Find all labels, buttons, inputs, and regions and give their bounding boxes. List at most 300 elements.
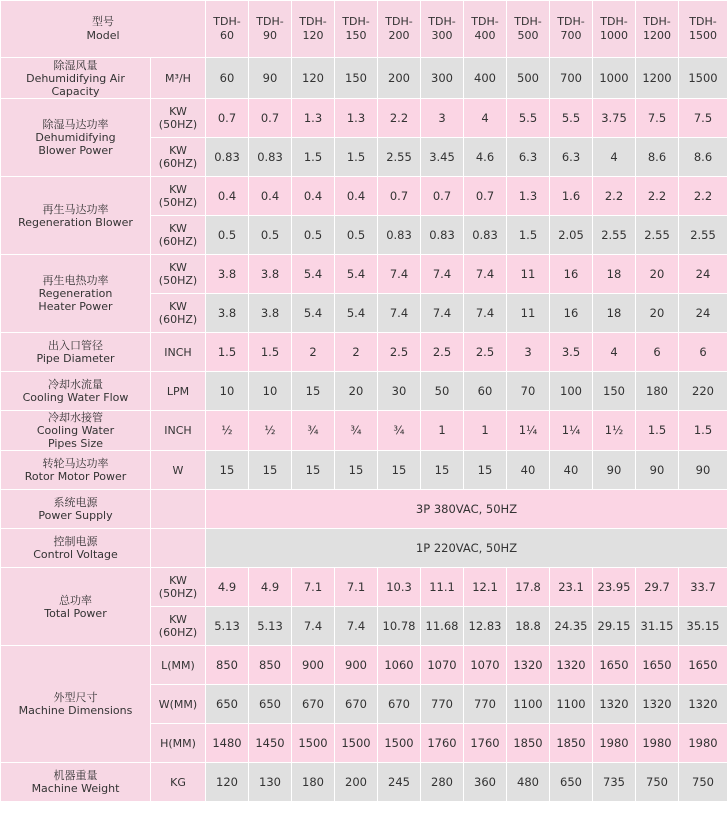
table-row [1, 568, 727, 607]
model-name-line: 500 [517, 29, 539, 42]
row-label-line: Cooling Water [36, 424, 115, 437]
value-cell: 280 [421, 763, 464, 802]
value-cell: 2.2 [636, 177, 679, 216]
value-cell: 90 [636, 451, 679, 490]
value-cell: 3.8 [249, 255, 292, 294]
value-cell: 7.4 [335, 607, 378, 646]
value-cell: 0.83 [206, 138, 249, 177]
value-cell: 60 [464, 372, 507, 411]
row-label-line: Machine Dimensions [18, 704, 133, 717]
model-name-line: TDH- [689, 15, 717, 28]
value-cell: 3.45 [421, 138, 464, 177]
value-cell: 1 [464, 411, 507, 451]
value-cell: 1½ [593, 411, 636, 451]
value-cell: 700 [550, 58, 593, 99]
value-cell: 10 [249, 372, 292, 411]
unit-cell [151, 333, 206, 372]
unit-line: H(MM) [160, 736, 196, 750]
model-name-line: TDH- [643, 15, 671, 28]
unit-line: (50HZ) [158, 118, 198, 131]
value-cell: 3 [421, 99, 464, 138]
row-label [1, 372, 151, 411]
value-cell: 1¼ [507, 411, 550, 451]
spec-table-body [1, 1, 727, 802]
model-name-line: TDH- [471, 15, 499, 28]
value-cell: 15 [421, 451, 464, 490]
value-cell: 480 [507, 763, 550, 802]
row-label [1, 568, 151, 646]
row-label-line: 转轮马达功率 [42, 457, 109, 470]
value-cell: 1.5 [335, 138, 378, 177]
model-header [421, 1, 464, 58]
value-cell: 850 [249, 646, 292, 685]
value-cell: 23.1 [550, 568, 593, 607]
value-cell: 120 [292, 58, 335, 99]
value-cell: 10.3 [378, 568, 421, 607]
unit-cell [151, 411, 206, 451]
value-cell: 50 [421, 372, 464, 411]
value-cell: 1100 [550, 685, 593, 724]
row-label-line: Total Power [44, 606, 107, 620]
value-cell: 4.9 [206, 568, 249, 607]
row-label [1, 490, 151, 529]
value-cell: 1070 [464, 646, 507, 685]
value-cell: 2.2 [378, 99, 421, 138]
value-cell: 1060 [378, 646, 421, 685]
value-cell: 1.5 [636, 411, 679, 451]
unit-line: W(MM) [158, 697, 198, 711]
unit-line: KW [169, 144, 187, 157]
value-cell: 0.83 [249, 138, 292, 177]
model-label-zh: 型号 [92, 15, 114, 28]
value-cell: 1320 [679, 685, 727, 724]
value-cell: 18.8 [507, 607, 550, 646]
row-label [1, 255, 151, 333]
unit-line: (60HZ) [158, 313, 198, 326]
value-cell: 1980 [593, 724, 636, 763]
row-label-line: 冷却水接管 [48, 411, 103, 424]
value-cell: 7.4 [421, 255, 464, 294]
value-cell: 7.4 [464, 294, 507, 333]
value-cell: 11 [507, 294, 550, 333]
value-cell: 24 [679, 255, 727, 294]
unit-cell [151, 216, 206, 255]
row-label-line: 再生马达功率 [42, 202, 109, 216]
value-cell: 90 [249, 58, 292, 99]
value-cell: 0.7 [206, 99, 249, 138]
model-name-line: TDH- [385, 15, 413, 28]
unit-line: (50HZ) [158, 587, 198, 600]
merged-value-cell: 3P 380VAC, 50HZ [206, 490, 727, 529]
value-cell: 0.7 [378, 177, 421, 216]
value-cell: 5.4 [292, 294, 335, 333]
value-cell: 770 [464, 685, 507, 724]
value-cell: 20 [335, 372, 378, 411]
value-cell: 2.55 [378, 138, 421, 177]
value-cell: 2.55 [636, 216, 679, 255]
unit-line: (50HZ) [158, 196, 198, 209]
unit-cell [151, 177, 206, 216]
model-name-line: TDH- [213, 15, 241, 28]
model-name-line: 400 [474, 29, 496, 42]
model-name-line: 1000 [600, 29, 628, 42]
value-cell: 0.83 [378, 216, 421, 255]
unit-cell [151, 58, 206, 99]
value-cell: 16 [550, 294, 593, 333]
value-cell: 30 [378, 372, 421, 411]
value-cell: 500 [507, 58, 550, 99]
table-row [1, 490, 727, 529]
row-label-line: 总功率 [59, 593, 92, 607]
value-cell: 1650 [636, 646, 679, 685]
value-cell: 670 [292, 685, 335, 724]
value-cell: 0.7 [421, 177, 464, 216]
value-cell: 770 [421, 685, 464, 724]
value-cell: ¾ [335, 411, 378, 451]
value-cell: 650 [550, 763, 593, 802]
row-label-line: Regeneration [38, 287, 113, 300]
unit-cell [151, 99, 206, 138]
row-label-line: 冷却水流量 [48, 378, 103, 391]
value-cell: 1¼ [550, 411, 593, 451]
header-row [1, 1, 727, 58]
model-header-cell [1, 1, 206, 58]
value-cell: 12.83 [464, 607, 507, 646]
unit-cell [151, 724, 206, 763]
value-cell: 1.5 [249, 333, 292, 372]
value-cell: 24.35 [550, 607, 593, 646]
value-cell: 1000 [593, 58, 636, 99]
value-cell: 15 [292, 372, 335, 411]
table-row [1, 58, 727, 99]
row-label [1, 333, 151, 372]
model-header [378, 1, 421, 58]
value-cell: 4.9 [249, 568, 292, 607]
value-cell: 750 [636, 763, 679, 802]
value-cell: 15 [249, 451, 292, 490]
model-name-line: 60 [220, 29, 234, 42]
row-label [1, 177, 151, 255]
value-cell: 750 [679, 763, 727, 802]
value-cell: 200 [378, 58, 421, 99]
value-cell: 60 [206, 58, 249, 99]
row-label [1, 58, 151, 99]
value-cell: 24 [679, 294, 727, 333]
model-name-line: TDH- [342, 15, 370, 28]
value-cell: 0.4 [292, 177, 335, 216]
value-cell: 7.1 [292, 568, 335, 607]
value-cell: 7.4 [421, 294, 464, 333]
value-cell: 1.3 [507, 177, 550, 216]
value-cell: 1.6 [550, 177, 593, 216]
value-cell: 1.5 [507, 216, 550, 255]
unit-cell [151, 255, 206, 294]
value-cell: 650 [206, 685, 249, 724]
value-cell: 3.5 [550, 333, 593, 372]
value-cell: 0.83 [464, 216, 507, 255]
unit-cell [151, 294, 206, 333]
value-cell: 5.13 [249, 607, 292, 646]
model-label-en: Model [86, 29, 120, 42]
value-cell: 1500 [378, 724, 421, 763]
value-cell: 1450 [249, 724, 292, 763]
value-cell: 15 [464, 451, 507, 490]
value-cell: ¾ [378, 411, 421, 451]
value-cell: 15 [206, 451, 249, 490]
model-header [636, 1, 679, 58]
value-cell: 670 [378, 685, 421, 724]
value-cell: 300 [421, 58, 464, 99]
value-cell: 150 [593, 372, 636, 411]
model-name-line: TDH- [600, 15, 628, 28]
table-row [1, 411, 727, 451]
unit-line: KW [169, 105, 187, 118]
row-label [1, 451, 151, 490]
value-cell: 0.4 [206, 177, 249, 216]
model-header [507, 1, 550, 58]
model-header [464, 1, 507, 58]
unit-line: L(MM) [161, 658, 195, 672]
value-cell: 15 [335, 451, 378, 490]
model-name-line: 90 [263, 29, 277, 42]
row-label-line: Heater Power [38, 300, 113, 313]
value-cell: 0.5 [206, 216, 249, 255]
value-cell: 1100 [507, 685, 550, 724]
value-cell: 7.1 [335, 568, 378, 607]
value-cell: 7.5 [679, 99, 727, 138]
model-header [550, 1, 593, 58]
value-cell: 5.4 [335, 255, 378, 294]
unit-cell [151, 763, 206, 802]
model-name-line: TDH- [557, 15, 585, 28]
unit-line: (50HZ) [158, 274, 198, 287]
value-cell: 1500 [292, 724, 335, 763]
value-cell: 8.6 [679, 138, 727, 177]
value-cell: 3.8 [249, 294, 292, 333]
value-cell: 10.78 [378, 607, 421, 646]
model-header [292, 1, 335, 58]
unit-line: W [172, 463, 184, 477]
unit-line: KW [169, 300, 187, 313]
unit-line: KW [169, 261, 187, 274]
row-label-line: Capacity [51, 84, 100, 98]
row-label-line: Pipes Size [47, 437, 103, 450]
value-cell: 1500 [679, 58, 727, 99]
value-cell: 1650 [593, 646, 636, 685]
row-label-line: 外型尺寸 [53, 691, 98, 704]
value-cell: 1.3 [335, 99, 378, 138]
value-cell: 1760 [464, 724, 507, 763]
value-cell: 1480 [206, 724, 249, 763]
value-cell: 29.15 [593, 607, 636, 646]
table-row [1, 99, 727, 138]
value-cell: 3.75 [593, 99, 636, 138]
value-cell: 17.8 [507, 568, 550, 607]
value-cell: 180 [292, 763, 335, 802]
value-cell: 40 [550, 451, 593, 490]
value-cell: 5.5 [507, 99, 550, 138]
value-cell: 1070 [421, 646, 464, 685]
value-cell: 5.4 [292, 255, 335, 294]
value-cell: 1980 [636, 724, 679, 763]
row-label-line: 出入口管径 [48, 339, 103, 352]
row-label-line: Pipe Diameter [36, 352, 115, 365]
value-cell: 4 [593, 333, 636, 372]
value-cell: 2.55 [679, 216, 727, 255]
value-cell: 1.5 [292, 138, 335, 177]
value-cell: 12.1 [464, 568, 507, 607]
model-name-line: 1200 [643, 29, 671, 42]
value-cell: 220 [679, 372, 727, 411]
unit-cell [151, 138, 206, 177]
value-cell: 6.3 [507, 138, 550, 177]
row-label-line: 机器重量 [53, 769, 98, 782]
value-cell: 130 [249, 763, 292, 802]
value-cell: 2.5 [464, 333, 507, 372]
value-cell: ¾ [292, 411, 335, 451]
value-cell: 0.5 [249, 216, 292, 255]
unit-line: (60HZ) [158, 157, 198, 170]
row-label [1, 646, 151, 763]
value-cell: 23.95 [593, 568, 636, 607]
value-cell: 1650 [679, 646, 727, 685]
value-cell: 150 [335, 58, 378, 99]
model-name-line: TDH- [299, 15, 327, 28]
model-name-line: 300 [431, 29, 453, 42]
value-cell: 0.4 [335, 177, 378, 216]
value-cell: 6 [679, 333, 727, 372]
value-cell: 1500 [335, 724, 378, 763]
value-cell: 245 [378, 763, 421, 802]
table-row [1, 763, 727, 802]
value-cell: 35.15 [679, 607, 727, 646]
value-cell: 360 [464, 763, 507, 802]
row-label-line: 再生电热功率 [42, 274, 109, 287]
value-cell: 850 [206, 646, 249, 685]
unit-line: KW [169, 613, 187, 626]
value-cell: 2.55 [593, 216, 636, 255]
model-header [679, 1, 727, 58]
model-name-line: TDH- [256, 15, 284, 28]
value-cell: 735 [593, 763, 636, 802]
value-cell: 18 [593, 294, 636, 333]
value-cell: 90 [679, 451, 727, 490]
value-cell: 120 [206, 763, 249, 802]
unit-line: LPM [166, 384, 190, 398]
value-cell: 8.6 [636, 138, 679, 177]
value-cell: 15 [292, 451, 335, 490]
model-name-line: TDH- [514, 15, 542, 28]
value-cell: ½ [206, 411, 249, 451]
value-cell: 2.2 [593, 177, 636, 216]
model-name-line: 700 [560, 29, 582, 42]
value-cell: ½ [249, 411, 292, 451]
value-cell: 2.05 [550, 216, 593, 255]
table-row [1, 255, 727, 294]
row-label-line: Machine Weight [31, 782, 120, 795]
unit-line: KW [169, 183, 187, 196]
model-name-line: TDH- [428, 15, 456, 28]
row-label-line: 控制电源 [53, 535, 98, 548]
model-header [593, 1, 636, 58]
unit-cell [151, 607, 206, 646]
unit-cell [151, 568, 206, 607]
value-cell: 4.6 [464, 138, 507, 177]
value-cell: 7.4 [292, 607, 335, 646]
value-cell: 0.7 [249, 99, 292, 138]
value-cell: 16 [550, 255, 593, 294]
value-cell: 1200 [636, 58, 679, 99]
row-label [1, 411, 151, 451]
value-cell: 3.8 [206, 294, 249, 333]
value-cell: 1.5 [206, 333, 249, 372]
unit-line: KW [169, 574, 187, 587]
unit-cell [151, 372, 206, 411]
model-name-line: 150 [345, 29, 367, 42]
value-cell: 11.1 [421, 568, 464, 607]
value-cell: 6.3 [550, 138, 593, 177]
row-label-line: 系统电源 [53, 496, 98, 509]
value-cell: 400 [464, 58, 507, 99]
row-label-line: 除湿马达功率 [42, 118, 109, 131]
value-cell: 1.3 [292, 99, 335, 138]
table-row [1, 177, 727, 216]
value-cell: 670 [335, 685, 378, 724]
row-label-line: Regeneration Blower [18, 215, 133, 229]
unit-cell [151, 490, 206, 529]
value-cell: 29.7 [636, 568, 679, 607]
value-cell: 5.13 [206, 607, 249, 646]
value-cell: 2.5 [421, 333, 464, 372]
value-cell: 2 [335, 333, 378, 372]
value-cell: 33.7 [679, 568, 727, 607]
value-cell: 650 [249, 685, 292, 724]
table-row [1, 451, 727, 490]
value-cell: 40 [507, 451, 550, 490]
value-cell: 10 [206, 372, 249, 411]
model-header [335, 1, 378, 58]
table-row [1, 646, 727, 685]
value-cell: 1850 [550, 724, 593, 763]
unit-line: KG [170, 775, 186, 789]
row-label-line: Blower Power [38, 144, 113, 157]
row-label-line: Control Voltage [33, 548, 118, 561]
value-cell: 2.2 [679, 177, 727, 216]
value-cell: 0.5 [292, 216, 335, 255]
unit-line: INCH [164, 345, 192, 359]
unit-cell [151, 529, 206, 568]
value-cell: 1.5 [679, 411, 727, 451]
row-label [1, 763, 151, 802]
unit-cell [151, 685, 206, 724]
table-row [1, 333, 727, 372]
row-label-line: Power Supply [38, 509, 113, 522]
value-cell: 5.4 [335, 294, 378, 333]
model-name-line: 200 [388, 29, 410, 42]
row-label-line: Dehumidifying Air [26, 71, 125, 85]
value-cell: 0.83 [421, 216, 464, 255]
value-cell: 20 [636, 294, 679, 333]
row-label-line: 除湿风量 [53, 58, 98, 72]
value-cell: 4 [593, 138, 636, 177]
value-cell: 7.5 [636, 99, 679, 138]
value-cell: 1850 [507, 724, 550, 763]
model-name-line: 1500 [689, 29, 717, 42]
value-cell: 2 [292, 333, 335, 372]
unit-line: KW [169, 222, 187, 235]
unit-cell [151, 646, 206, 685]
row-label [1, 99, 151, 177]
